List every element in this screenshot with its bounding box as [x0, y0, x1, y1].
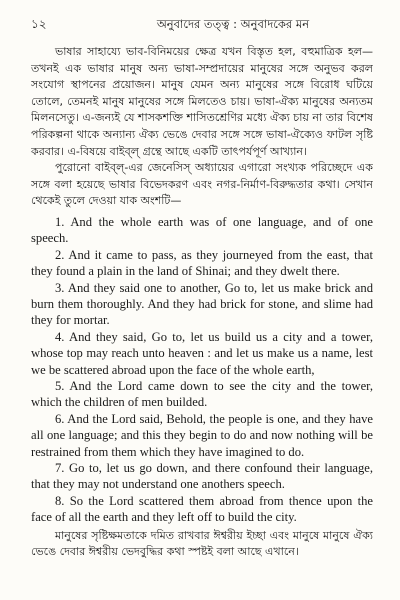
- verse: 6. And the Lord said, Behold, the people is one, and they have all one language; and this they begin to do and now nothing will be restrained from them which they have imagined to do.: [31, 411, 373, 459]
- bible-quotation: [31, 214, 373, 526]
- verse: 2. And it came to pass, as they journeyed from the east, that they found a plain in the land of Shinai; and they dwelt there.: [31, 247, 373, 279]
- verse: 1. And the whole earth was of one language, and of one speech.: [31, 214, 373, 246]
- page-header: [31, 14, 373, 36]
- paragraph: পুরোনো বাইব্ল্-এর জেনেসিস্ অধ্যায়ের এগারো সংখ্যক পরিচ্ছেদে এক সঙ্গে বলা হয়েছে ভাষার বিভেদকরণ এবং নগর-নির্মাণ-বিরুদ্ধতার কথা। সেখান থেকেই তুলে দেওয়া যাক অংশটি—: [31, 161, 373, 208]
- paragraph: ভাষার সাহায্যে ভাব-বিনিময়ের ক্ষেত্র যখন বিস্তৃত হল, বহুমাত্রিক হল— তখনই এক ভাষার মানুষ অন্য ভাষা-সম্প্রদায়ের মানুষের সঙ্গে অনুভব করল সংযোগ স্থাপনের প্রয়োজন। মানুষ যেমন অন্য মানুষের সঙ্গে বিরোধ ঘটিয়ে তোলে, তেমনই মানুষ মানুষের সঙ্গে মিলতেও চায়। ভাষা-ঐক্য মানুষের অন্যতম মিলনসেতু। এ-জন্যই যে শাসকশক্তি শাসিতশ্রেণির মধ্যে ঐক্য চায় না তার বিশেষ পরিকল্পনা থাকে অন্যান্য ঐক্য ভেঙে দেবার সঙ্গে সঙ্গে ভাষা-ঐক্যেও ফাটল সৃষ্টি করবার। এ-বিষয়ে বাইব্ল্ গ্রন্থে আছে একটি তাৎপর্যপূর্ণ আখ্যান।: [31, 45, 373, 158]
- closing-paragraph: মানুষের সৃষ্টিক্ষমতাকে দমিত রাখবার ঈশ্বরীয় ইচ্ছা এবং মানুষে মানুষে ঐক্য ভেঙে দেবার ঈশ্বরীয় ভেদবুদ্ধির কথা স্পষ্টই বলা আছে এখানে।: [31, 528, 373, 559]
- verse: 3. And they said one to another, Go to, let us make brick and burn them thoroughly. And they had brick for stone, and slime had they for mortar.: [31, 280, 373, 328]
- bengali-text-block: [31, 44, 373, 210]
- verse: 7. Go to, let us go down, and there confound their language, that they may not understand one anothers speech.: [31, 461, 373, 492]
- verse: 4. And they said, Go to, let us build us a city and a tower, whose top may reach unto heaven : and let us make us a name, lest we be scattered abroad upon the face of the whole earth,: [31, 329, 373, 377]
- verse: 8. So the Lord scattered them abroad from thence upon the face of all the earth and they left off to build the city.: [31, 493, 373, 525]
- verse: 5. And the Lord came down to see the city and the tower, which the children of men builded.: [31, 379, 373, 410]
- page-number: ১২: [31, 17, 47, 31]
- closing-block: [31, 528, 373, 561]
- running-head: অনুবাদের তত্ত্ব : অনুবাদকের মন: [156, 17, 310, 31]
